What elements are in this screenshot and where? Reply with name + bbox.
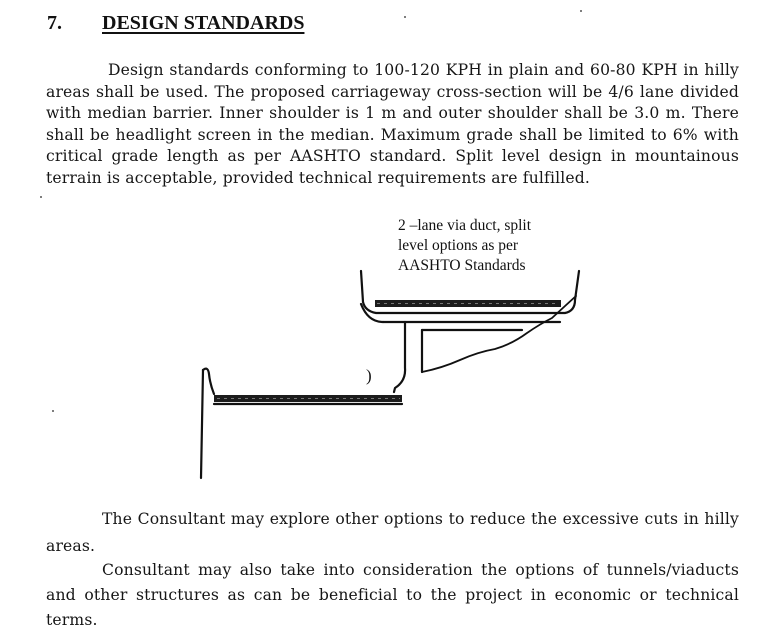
section-number: 7. — [47, 12, 62, 34]
scan-speck — [40, 196, 42, 198]
lower-road-kerb — [203, 369, 214, 394]
caption-line: level options as per — [398, 237, 519, 254]
consultant-options-paragraph: The Consultant may explore other options to reduce the excessive cuts in hilly areas. — [46, 510, 739, 555]
stray-mark: ) — [366, 366, 372, 385]
viaduct-pier — [394, 322, 405, 392]
terrain-slope — [422, 296, 576, 372]
scan-speck — [404, 16, 406, 18]
caption-line: 2 –lane via duct, split — [398, 217, 532, 234]
scan-speck — [52, 410, 54, 412]
figure-caption — [398, 216, 531, 276]
caption-line: AASHTO Standards — [398, 257, 526, 274]
scan-speck — [580, 10, 582, 12]
lower-road-wall — [201, 370, 203, 478]
consultant-tunnels-paragraph: Consultant may also take into consideration the options of tunnels/viaducts and other structures as can be beneficial to the project in economic or technical terms. — [46, 561, 739, 629]
design-standards-paragraph: Design standards conforming to 100-120 KPH in plain and 60-80 KPH in hilly areas shall be used. The proposed carriageway cross-section will be 4/6 lane divided with median barrier. Inner shoulder is 1 m and outer shoulder shall be 3.0 m. There shall be headlight screen in the median. Maximum grade shall be limited to 6% with critical grade length as per AASHTO standard. Split level design in mountainous terrain is acceptable, provided technical requirements are fulfilled. — [46, 61, 739, 187]
section-title: DESIGN STANDARDS — [102, 12, 305, 34]
